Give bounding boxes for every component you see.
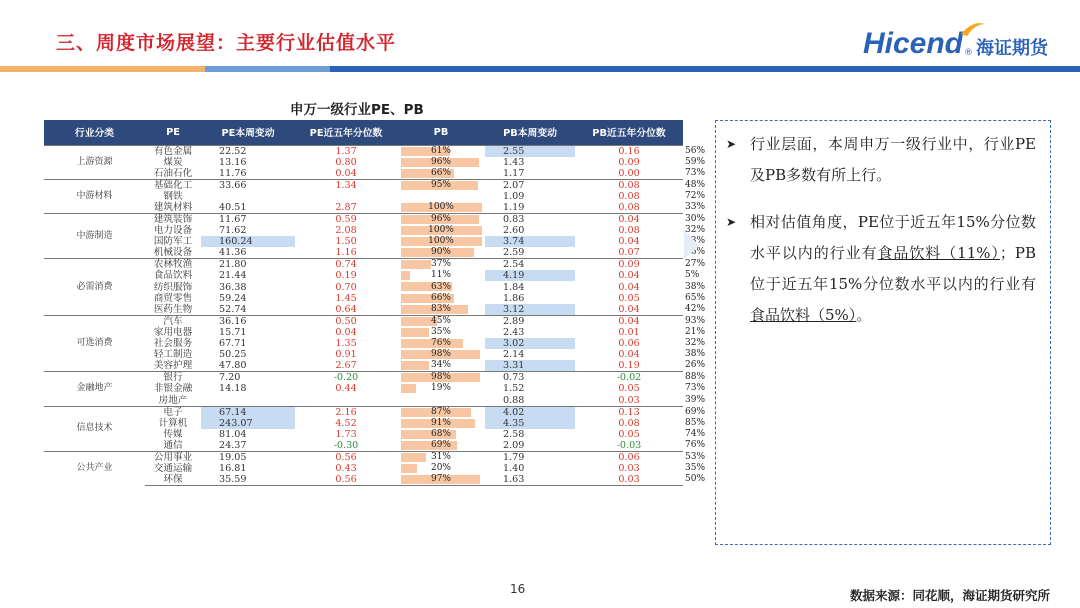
pe-percentile	[397, 463, 485, 474]
pb-change: 0.08	[618, 417, 640, 429]
percentile-label: 83%	[430, 303, 451, 314]
commentary-bullet-1	[726, 129, 1036, 191]
pe-percentile	[397, 406, 485, 418]
table-row: 信息技术 电子 67.14 2.16 87% 4.02 0.13 69%	[44, 406, 683, 418]
table-row: 环保 35.59 0.56 97% 1.63 0.03 50%	[44, 474, 683, 486]
table-row: 房地产 0.88 0.03 39%	[44, 395, 683, 407]
pe-value: 36.38	[219, 281, 247, 293]
pe-value: 19.05	[201, 451, 295, 463]
commentary-text-2c: 。	[856, 306, 872, 324]
pe-value: 81.04	[219, 428, 247, 440]
industry-name: 商贸零售	[153, 292, 193, 304]
pe-percentile	[397, 395, 485, 407]
table-row: 非银金融 14.18 0.44 19% 1.52 0.05 73%	[44, 383, 683, 394]
percentile-label: 61%	[430, 145, 451, 156]
percentile-label: 90%	[430, 247, 451, 258]
pb-change: -0.02	[575, 372, 683, 384]
industry-name: 电子	[145, 406, 201, 418]
pb-value: 1.17	[503, 167, 525, 179]
logo-registered: ®	[964, 48, 973, 58]
pe-value: 21.80	[201, 259, 295, 271]
pe-percentile	[397, 440, 485, 452]
logo	[863, 22, 1048, 66]
pe-percentile	[397, 360, 485, 372]
industry-name: 社会服务	[153, 338, 193, 350]
pe-value: 16.81	[219, 463, 247, 475]
table-row: 传媒 81.04 1.73 68% 2.58 0.05 74%	[44, 429, 683, 440]
industry-name: 国防军工	[153, 236, 193, 248]
pe-change: 1.73	[335, 428, 357, 440]
pe-change: 0.70	[335, 281, 357, 293]
pe-value: 243.07	[201, 418, 295, 429]
pe-value: 13.16	[219, 156, 247, 168]
pb-value: 2.14	[503, 349, 525, 361]
table-row: 机械设备 41.36 1.16 90% 2.59 0.07 66%	[44, 247, 683, 259]
group-label: 上游资源	[44, 145, 145, 179]
column-header: PB近五年分位数	[575, 120, 683, 145]
table-row: 石油石化 11.76 0.04 66% 1.17 0.00 73%	[44, 168, 683, 180]
pe-value: 71.62	[219, 224, 247, 236]
pe-percentile	[397, 213, 485, 225]
pb-value: 4.02	[485, 406, 575, 418]
header-band	[0, 66, 1080, 72]
industry-name: 农林牧渔	[145, 259, 201, 271]
pe-percentile	[397, 451, 485, 463]
pe-value	[201, 395, 295, 407]
pb-change: 0.08	[618, 201, 640, 213]
group-label: 公共产业	[44, 451, 145, 485]
industry-name: 环保	[145, 474, 201, 486]
pe-value: 40.51	[219, 201, 247, 213]
table-row: 上游资源 有色金属 22.52 1.37 61% 2.55 0.16 56%	[44, 145, 683, 157]
arrow-bullet-icon: ➤	[726, 215, 737, 229]
pb-value: 4.35	[485, 418, 575, 429]
percentile-label: 100%	[428, 236, 454, 247]
pb-change: 0.04	[575, 213, 683, 225]
pe-percentile	[397, 259, 485, 271]
pe-value: 52.74	[219, 303, 247, 315]
percentile-label: 87%	[430, 406, 451, 417]
pb-change: 0.19	[618, 360, 640, 372]
table-row: 计算机 243.07 4.52 91% 4.35 0.08 85%	[44, 418, 683, 429]
industry-name: 纺织服饰	[153, 281, 193, 293]
industry-name: 建筑材料	[153, 201, 193, 213]
pb-value: 1.86	[503, 292, 525, 304]
pe-change: 0.43	[335, 463, 357, 475]
table-row: 必需消费 农林牧渔 21.80 0.74 37% 2.54 0.09 27%	[44, 259, 683, 271]
industry-name: 轻工制造	[153, 349, 193, 361]
pb-change: 0.04	[618, 270, 640, 282]
industry-name: 基础化工	[145, 179, 201, 191]
pe-change: 0.19	[335, 270, 357, 282]
pb-change: 0.08	[618, 224, 640, 236]
percentile-label: 98%	[430, 372, 451, 383]
pe-value: 41.36	[219, 247, 247, 259]
table-row: 可选消费 汽车 36.16 0.50 45% 2.89 0.04 93%	[44, 315, 683, 327]
pb-value: 0.88	[503, 394, 525, 406]
pb-value: 2.60	[503, 224, 525, 236]
group-label: 信息技术	[44, 406, 145, 451]
pe-change: 2.67	[335, 360, 357, 372]
industry-name: 美容护理	[153, 360, 193, 372]
percentile-label: 66%	[430, 292, 451, 303]
industry-name: 钢铁	[163, 190, 183, 202]
pe-percentile	[397, 225, 485, 236]
table-body	[44, 145, 706, 486]
pb-change: 0.04	[618, 236, 640, 248]
pb-value: 2.09	[503, 439, 525, 451]
commentary-text-1: 行业层面，本周申万一级行业中，行业PE及PB多数有所上行。	[750, 135, 1036, 184]
industry-name: 石油石化	[153, 167, 193, 179]
pb-value: 1.52	[503, 383, 525, 395]
pb-value: 1.79	[485, 451, 575, 463]
pb-change: 0.07	[618, 247, 640, 259]
percentile-label: 31%	[430, 451, 451, 462]
industry-name: 银行	[145, 372, 201, 384]
pe-value: 15.71	[219, 326, 247, 338]
pb-value: 0.83	[485, 213, 575, 225]
commentary-box	[715, 120, 1051, 545]
percentile-label: 11%	[430, 270, 451, 281]
pe-value: 33.66	[201, 179, 295, 191]
pb-change: 0.04	[618, 349, 640, 361]
logo-text: Hicend	[862, 27, 963, 60]
pb-value: 1.40	[503, 463, 525, 475]
percentile-label: 66%	[430, 167, 451, 178]
industry-name: 食品饮料	[153, 270, 193, 282]
pe-percentile	[397, 179, 485, 191]
column-header: PB	[397, 120, 485, 145]
table-row: 公共产业 公用事业 19.05 0.56 31% 1.79 0.06 53%	[44, 451, 683, 463]
pe-percentile	[397, 474, 485, 486]
pe-percentile	[397, 281, 485, 292]
pe-change: 1.16	[335, 247, 357, 259]
pe-change: 1.34	[295, 179, 397, 191]
industry-name: 煤炭	[163, 156, 183, 168]
pe-value: 47.80	[219, 360, 247, 372]
percentile-label: 97%	[430, 474, 451, 485]
pe-percentile	[397, 372, 485, 384]
pe-change: 0.59	[295, 213, 397, 225]
pe-value: 11.76	[219, 167, 247, 179]
pe-value: 24.37	[219, 439, 247, 451]
pe-percentile	[397, 157, 485, 168]
pe-value: 11.67	[201, 213, 295, 225]
pb-highlight: 食品饮料（5%）	[750, 306, 857, 324]
pe-change: 0.44	[335, 383, 357, 395]
table-title: 申万一级行业PE、PB	[290, 102, 424, 118]
pe-percentile	[397, 327, 485, 338]
pe-percentile	[397, 202, 485, 214]
column-header: PE近五年分位数	[295, 120, 397, 145]
column-header: 行业分类	[44, 120, 145, 145]
group-label: 中游材料	[44, 179, 145, 213]
percentile-label: 63%	[430, 281, 451, 292]
data-source: 数据来源：同花顺，海证期货研究所	[849, 588, 1050, 603]
industry-name: 机械设备	[153, 247, 193, 259]
table-row: 医药生物 52.74 0.64 83% 3.12 0.04 42%	[44, 304, 683, 316]
pe-change: 4.52	[335, 417, 357, 429]
industry-name: 电力设备	[153, 224, 193, 236]
pe-value: 67.14	[201, 406, 295, 418]
table-row: 中游制造 建筑装饰 11.67 0.59 96% 0.83 0.04 30%	[44, 213, 683, 225]
pe-value: 35.59	[201, 474, 295, 486]
pb-value: 4.19	[485, 270, 575, 281]
table-row: 建筑材料 40.51 2.87 100% 1.19 0.08 33%	[44, 202, 683, 214]
pe-value	[201, 191, 295, 202]
pb-change: 0.01	[618, 326, 640, 338]
pb-change: 0.08	[618, 190, 640, 202]
pe-value: 14.18	[219, 383, 247, 395]
pe-change: 2.08	[335, 224, 357, 236]
pb-change: 0.05	[618, 292, 640, 304]
pb-change: -0.03	[616, 439, 642, 451]
pb-value: 2.43	[503, 326, 525, 338]
page-title: 三、周度市场展望：主要行业估值水平	[56, 32, 397, 54]
percentile-label: 100%	[428, 224, 454, 235]
pe-percentile	[397, 236, 485, 247]
pe-change: 1.45	[335, 292, 357, 304]
pe-percentile	[397, 293, 485, 304]
page-number: 16	[510, 582, 526, 596]
industry-name: 交通运输	[153, 463, 193, 475]
pb-value: 1.19	[503, 201, 525, 213]
percentile-label: 20%	[430, 463, 451, 474]
pe-change	[295, 191, 397, 202]
pe-change: 0.50	[295, 315, 397, 327]
pb-value: 1.63	[485, 474, 575, 486]
pb-change: 0.05	[618, 428, 640, 440]
pb-change: 0.04	[618, 303, 640, 315]
pe-value: 36.16	[201, 315, 295, 327]
industry-name: 有色金属	[145, 145, 201, 157]
pe-change: 1.37	[295, 145, 397, 157]
pe-value: 59.24	[219, 292, 247, 304]
percentile-label: 100%	[428, 201, 454, 212]
industry-name: 计算机	[158, 417, 188, 429]
pb-value: 1.09	[503, 190, 525, 202]
valuation-table	[44, 120, 706, 486]
pb-change: 0.04	[575, 315, 683, 327]
commentary-text-2a: 相对估值角度，PE位于近五年15%分位数水平以内的行业有	[750, 213, 1036, 262]
pb-value: 2.54	[485, 259, 575, 271]
pe-percentile	[397, 145, 485, 157]
table-row: 中游材料 基础化工 33.66 1.34 95% 2.07 0.08 48%	[44, 179, 683, 191]
pb-change: 0.08	[575, 179, 683, 191]
table-row: 煤炭 13.16 0.80 96% 1.43 0.09 59%	[44, 157, 683, 168]
table-row: 国防军工 160.24 1.50 100% 3.74 0.04 93%	[44, 236, 683, 247]
pb-value: 2.55	[485, 145, 575, 157]
pb-change: 0.16	[575, 145, 683, 157]
pe-change: -0.30	[333, 439, 359, 451]
arrow-bullet-icon: ➤	[726, 137, 737, 151]
pe-percentile	[397, 383, 485, 394]
pe-change: 0.91	[335, 349, 357, 361]
pb-change: 0.03	[618, 463, 640, 475]
percentile-label: 37%	[430, 259, 451, 270]
pe-percentile	[397, 349, 485, 360]
commentary-text-2	[726, 207, 1036, 331]
percentile-label: 35%	[430, 326, 451, 337]
column-header: PE本周变动	[201, 120, 295, 145]
pe-percentile	[397, 191, 485, 202]
table-row: 社会服务 67.71 1.35 76% 3.02 0.06 32%	[44, 338, 683, 349]
industry-name: 家用电器	[153, 326, 193, 338]
pb-change: 0.06	[618, 338, 640, 350]
column-header: PB本周变动	[485, 120, 575, 145]
percentile-label: 96%	[430, 156, 451, 167]
pe-change: 2.87	[335, 201, 357, 213]
column-header: PE	[145, 120, 201, 145]
pe-change: 0.74	[295, 259, 397, 271]
pe-change: 1.50	[335, 236, 357, 248]
commentary-bullet-2	[726, 207, 1036, 331]
pe-value: 7.20	[201, 372, 295, 384]
industry-name: 通信	[163, 439, 183, 451]
pb-value: 1.43	[503, 156, 525, 168]
pe-percentile	[397, 247, 485, 259]
pb-change: 0.09	[575, 259, 683, 271]
table-row: 通信 24.37 -0.30 69% 2.09 -0.03 76%	[44, 440, 683, 452]
industry-name: 建筑装饰	[145, 213, 201, 225]
percentile-label: 19%	[430, 383, 451, 394]
table-row: 电力设备 71.62 2.08 100% 2.60 0.08 32%	[44, 225, 683, 236]
table-row: 商贸零售 59.24 1.45 66% 1.86 0.05 65%	[44, 293, 683, 304]
logo-cn: 海证期货	[976, 38, 1048, 59]
pb-value: 1.84	[503, 281, 525, 293]
industry-name: 公用事业	[145, 451, 201, 463]
pe-value: 22.52	[201, 145, 295, 157]
percentile-label: 96%	[430, 213, 451, 224]
pe-percentile	[397, 168, 485, 180]
pe-change: 0.56	[295, 474, 397, 486]
pb-change: 0.05	[618, 383, 640, 395]
group-label: 金融地产	[44, 372, 145, 406]
pe-highlight: 食品饮料（11%）	[877, 244, 1000, 262]
pb-change: 0.00	[618, 167, 640, 179]
pe-percentile	[397, 270, 485, 281]
pb-change: 0.03	[575, 474, 683, 486]
pe-change: 0.04	[335, 167, 357, 179]
percentile-label: 34%	[430, 360, 451, 371]
pe-change: 2.16	[295, 406, 397, 418]
table-row: 家用电器 15.71 0.04 35% 2.43 0.01 21%	[44, 327, 683, 338]
pe-percentile	[397, 304, 485, 316]
percentile-label: 76%	[430, 338, 451, 349]
pe-change	[295, 395, 397, 407]
pb-value: 3.31	[485, 360, 575, 372]
pe-change: 0.64	[335, 303, 357, 315]
group-label: 中游制造	[44, 213, 145, 258]
percentile-label: 95%	[430, 179, 451, 190]
table-row: 食品饮料 21.44 0.19 11% 4.19 0.04 5%	[44, 270, 683, 281]
pe-percentile	[397, 429, 485, 440]
pb-value: 2.59	[503, 247, 525, 259]
percentile-label: 69%	[430, 439, 451, 450]
percentile-label: 45%	[430, 315, 451, 326]
pb-change: 0.03	[618, 394, 640, 406]
pb-value: 3.74	[485, 236, 575, 247]
group-label: 必需消费	[44, 259, 145, 316]
pb-value: 3.12	[485, 304, 575, 316]
pb-change: 0.04	[618, 281, 640, 293]
pe-change: 0.80	[335, 156, 357, 168]
percentile-label: 98%	[430, 349, 451, 360]
pb-change: 0.09	[618, 156, 640, 168]
table-header-row	[44, 120, 683, 145]
commentary-text-2b: ；PB位于近五年15%分位数水平以内的行业有	[750, 244, 1036, 293]
pe-percentile	[397, 315, 485, 327]
pe-change: 0.56	[295, 451, 397, 463]
pe-value: 160.24	[201, 236, 295, 247]
pb-value: 0.73	[485, 372, 575, 384]
pe-value: 21.44	[219, 270, 247, 282]
group-label: 可选消费	[44, 315, 145, 372]
industry-name: 房地产	[158, 394, 188, 406]
industry-name: 医药生物	[153, 303, 193, 315]
percentile-label: 91%	[430, 417, 451, 428]
pb-value: 2.07	[485, 179, 575, 191]
pe-percentile	[397, 338, 485, 349]
table-row: 纺织服饰 36.38 0.70 63% 1.84 0.04 38%	[44, 281, 683, 292]
table-row: 钢铁 1.09 0.08 72%	[44, 191, 683, 202]
pb-value: 2.58	[503, 428, 525, 440]
arrow-watermark	[684, 230, 699, 260]
pb-value: 2.89	[485, 315, 575, 327]
pb-change: 0.13	[575, 406, 683, 418]
industry-name: 非银金融	[153, 383, 193, 395]
industry-name: 汽车	[145, 315, 201, 327]
pe-change: -0.20	[295, 372, 397, 384]
table-row: 交通运输 16.81 0.43 20% 1.40 0.03 35%	[44, 463, 683, 474]
pe-value: 67.71	[219, 338, 247, 350]
table-row: 轻工制造 50.25 0.91 98% 2.14 0.04 38%	[44, 349, 683, 360]
table-row: 美容护理 47.80 2.67 34% 3.31 0.19 26%	[44, 360, 683, 372]
table-row: 金融地产 银行 7.20 -0.20 98% 0.73 -0.02 88%	[44, 372, 683, 384]
industry-name: 传媒	[163, 428, 183, 440]
logo-swoosh-icon	[959, 20, 987, 40]
pe-percentile	[397, 418, 485, 429]
pb-value: 3.02	[485, 338, 575, 349]
percentile-label: 68%	[430, 428, 451, 439]
pe-change: 0.04	[335, 326, 357, 338]
pe-change: 1.35	[335, 338, 357, 350]
pb-change: 0.06	[575, 451, 683, 463]
pe-value: 50.25	[219, 349, 247, 361]
